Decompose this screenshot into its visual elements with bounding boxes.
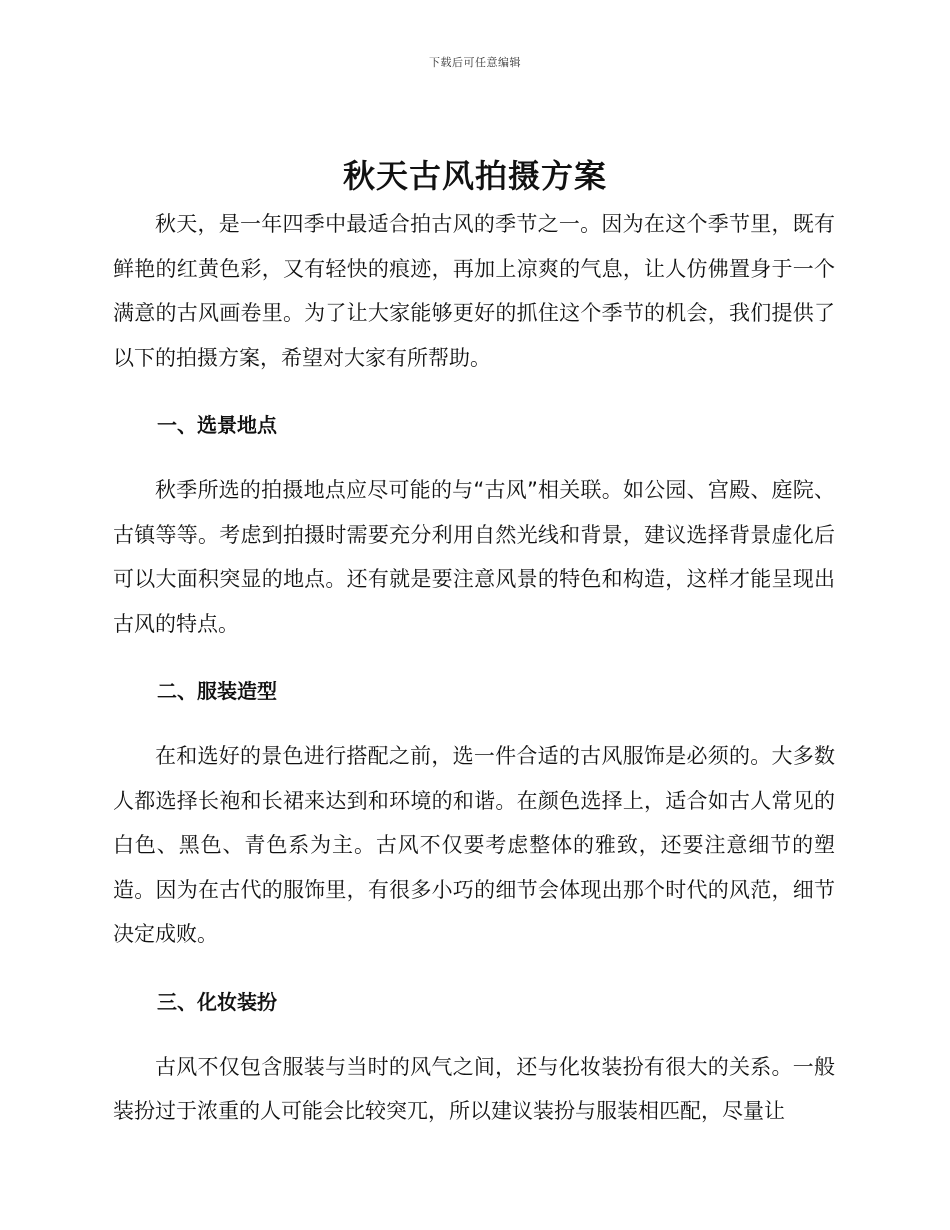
section-heading-location: 一、选景地点 [157,413,277,437]
section-body-location: 秋季所选的拍摄地点应尽可能的与“古风”相关联。如公园、宫殿、庭院、古镇等等。考虑到拍摄时需要充分利用自然光线和背景，建议选择背景虚化后可以大面积突显的地点。还有就是要注意风景的特色和构造，这样才能呈现出古风的特点。 [113,478,835,636]
intro-paragraph: 秋天，是一年四季中最适合拍古风的季节之一。因为在这个季节里，既有鲜艳的红黄色彩，又有轻快的痕迹，再加上凉爽的气息，让人仿佛置身于一个满意的古风画卷里。为了让大家能够更好的抓住这个季节的机会，我们提供了以下的拍摄方案，希望对大家有所帮助。 [113,212,835,370]
section-body-makeup: 古风不仅包含服装与当时的风气之间，还与化妆装扮有很大的关系。一般装扮过于浓重的人可能会比较突兀，所以建议装扮与服装相匹配，尽量让 [113,1054,835,1123]
document-body [113,202,835,1134]
section-heading-costume: 二、服装造型 [157,679,277,703]
section-heading-makeup: 三、化妆装扮 [157,989,277,1014]
section-body-costume: 在和选好的景色进行搭配之前，选一件合适的古风服饰是必须的。大多数人都选择长袍和长裙来达到和环境的和谐。在颜色选择上，适合如古人常见的白色、黑色、青色系为主。古风不仅要考虑整体的雅致，还要注意细节的塑造。因为在古代的服饰里，有很多小巧的细节会体现出那个时代的风范，细节决定成败。 [113,744,835,946]
document-title: 秋天古风拍摄方案 [342,157,607,195]
header-note: 下载后可任意编辑 [429,56,521,69]
